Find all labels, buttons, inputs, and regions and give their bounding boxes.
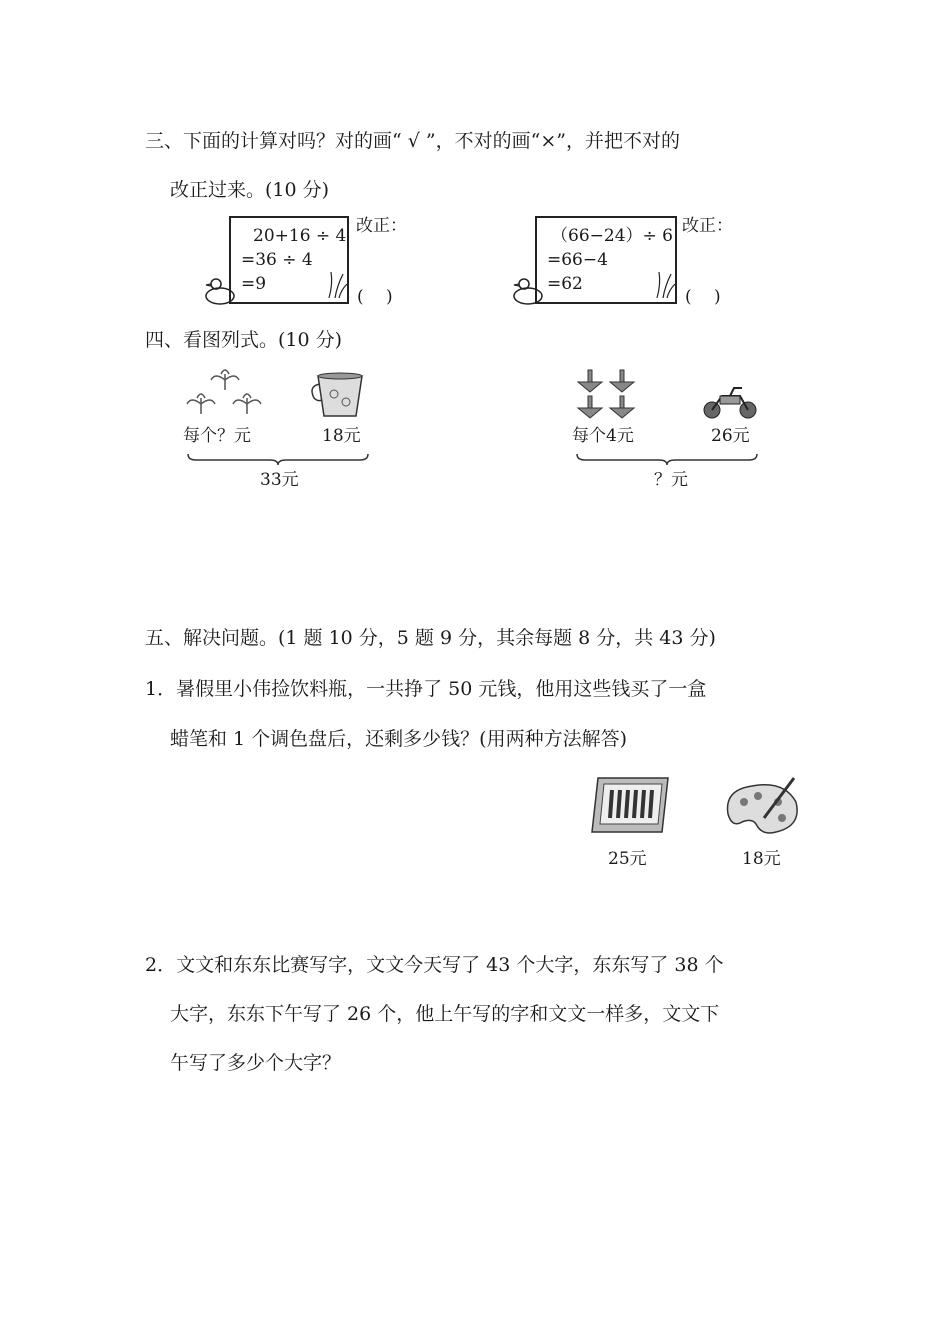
q1-line1: 1．暑假里小伟捡饮料瓶，一共挣了 50 元钱，他用这些钱买了一盒 [145,678,707,700]
right-brace [575,452,759,466]
q1-line2: 蜡笔和 1 个调色盘后，还剩多少钱？(用两种方法解答) [170,728,627,750]
right-item1-label: 每个4元 [572,426,634,446]
duck-icon [508,272,548,308]
calc-line: 20+16 ÷ 4 [253,226,347,246]
section-5-heading: 五、解决问题。(1 题 10 分，5 题 9 分，其余每题 8 分，共 43 分) [145,627,716,649]
motorcycle-icon [700,382,760,420]
left-item2-label: 18元 [322,426,361,446]
crayon-price: 25元 [608,849,647,869]
left-item1-label: 每个？元 [183,426,251,446]
grass-icon [653,268,677,300]
palette-price: 18元 [742,849,781,869]
left-total: 33元 [260,470,299,490]
q2-line1: 2．文文和东东比赛写字，文文今天写了 43 个大字，东东写了 38 个 [145,954,724,976]
crayon-box-icon [590,774,672,838]
correction-label-1: 改正： [356,216,407,236]
calc-line: =36 ÷ 4 [241,250,313,270]
answer-paren-1[interactable]: ( ) [357,287,393,307]
section-4-heading: 四、看图列式。(10 分) [145,329,343,351]
q2-line3: 午写了多少个大字？ [170,1052,342,1074]
section-3-heading-cont: 改正过来。(10 分) [170,179,330,201]
correction-label-2: 改正： [682,216,733,236]
duck-icon [200,272,240,308]
grass-icon [325,268,349,300]
calc-line: =66−4 [547,250,608,270]
calc-line: =9 [241,274,267,294]
palette-icon [722,774,802,838]
spinning-tops-icon [572,368,642,424]
left-brace [186,452,370,466]
calc-line: =62 [547,274,583,294]
q2-line2: 大字，东东下午写了 26 个，他上午写的字和文文一样多，文文下 [170,1003,720,1025]
answer-paren-2[interactable]: ( ) [685,287,721,307]
calc-line: （66−24）÷ 6 [551,226,673,246]
flower-pots-icon [185,366,265,422]
section-3-heading: 三、下面的计算对吗？对的画“ √ ”，不对的画“×”，并把不对的 [145,130,680,152]
right-total: ？元 [654,470,688,490]
teacup-icon [310,372,372,422]
right-item2-label: 26元 [711,426,750,446]
